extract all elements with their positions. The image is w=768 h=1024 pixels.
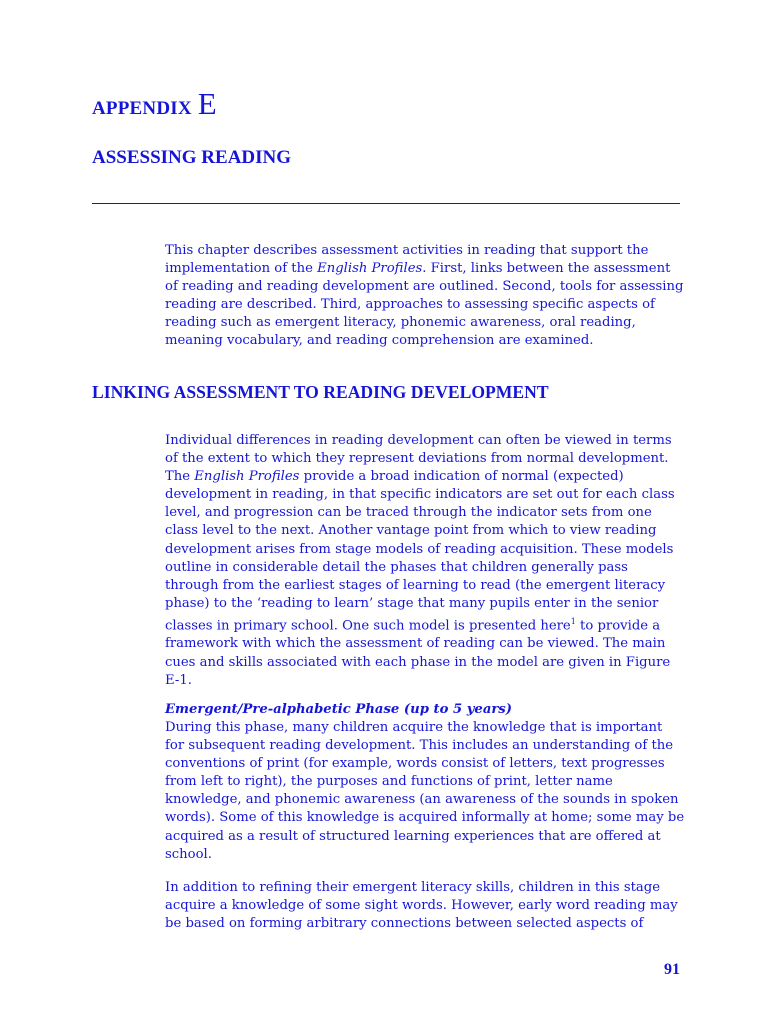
- footnote-marker[interactable]: 1: [570, 616, 576, 626]
- english-profiles-title: English Profiles: [317, 261, 423, 277]
- body-paragraph-3: In addition to refining their emergent literacy skills, children in this stage acquire a knowledge of some sight words. However, early word reading may be based on forming arbitrary connections between selected aspects of: [165, 880, 678, 932]
- page-number: 91: [664, 961, 680, 978]
- section-heading: LINKING ASSESSMENT TO READING DEVELOPMENT: [92, 382, 549, 402]
- body-paragraph-1: Individual differences in reading development can often be viewed in terms of the extent to which they represent deviations from normal development. The English Profiles provide a broad indication of normal (expected) development in reading, in that specific indicators are set out for each class level, and progression can be traced through the indicator sets from one class level to the next. Another vantage point from which to view reading development arises from stage models of reading acquisition. These models outline in considerable detail the phases that children generally pass through from the earliest stages of learning to read (the emergent literacy phase) to the ‘reading to learn’ stage that many pupils enter in the senior classes in primary school. One such model is presented here$^1$ to provide a framework with which the assessment of reading can be viewed. The main cues and skills associated with each phase in the model are given in Figure E-1.: [165, 433, 675, 688]
- phase-subheading: Emergent/Pre-alphabetic Phase (up to 5 years): [165, 702, 512, 717]
- english-profiles-title: English Profiles: [194, 469, 300, 485]
- appendix-heading: [92, 86, 217, 122]
- intro-paragraph: This chapter describes assessment activities in reading that support the implementation of the English Profiles. First, links between the assessment of reading and reading development are outlined. Second, tools for assessing reading are described. Third, approaches to assessing specific aspects of reading such as emergent literacy, phonemic awareness, oral reading, meaning vocabulary, and reading comprehension are examined.: [165, 243, 684, 349]
- chapter-title: ASSESSING READING: [92, 147, 292, 168]
- appendix-letter: E: [197, 86, 217, 121]
- appendix-label: APPENDIX: [92, 98, 192, 119]
- body-paragraph-2: During this phase, many children acquire the knowledge that is important for subsequent reading development. This includes an understanding of the conventions of print (for example, words consist of letters, text progresses from left to right), the purposes and functions of print, letter name knowledge, and phonemic awareness (an awareness of the sounds in spoken words). Some of this knowledge is acquired informally at home; some may be acquired as a result of structured learning experiences that are offered at school.: [165, 720, 685, 862]
- title-divider: [92, 203, 680, 204]
